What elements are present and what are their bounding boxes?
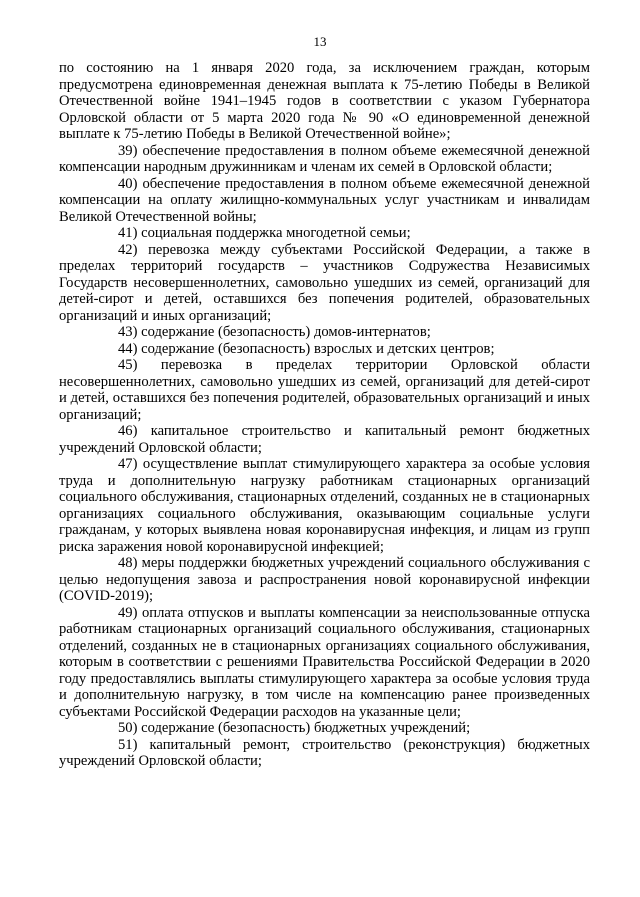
- paragraph-item-40: 40) обеспечение предоставления в полном объеме ежемесячной денежной компенсации на оплату жилищно-коммунальных услуг участникам и инвалидам Великой Отечественной войны;: [59, 175, 590, 225]
- paragraph-item-47: 47) осуществление выплат стимулирующего характера за особые условия труда и дополнительную нагрузку работникам стационарных организаций социального обслуживания, стационарных отделений, созданных не в стационарных организациях социального обслуживания, оказывающим социальные услуги гражданам, у которых выявлена новая коронавирусная инфекция, и лицам из групп риска заражения новой коронавирусной инфекцией;: [59, 456, 590, 555]
- paragraph-item-41: 41) социальная поддержка многодетной семьи;: [118, 225, 411, 241]
- paragraph-item-51: 51) капитальный ремонт, строительство (реконструкция) бюджетных учреждений Орловской области;: [59, 736, 590, 769]
- paragraph-item-49: 49) оплата отпусков и выплаты компенсации за неиспользованные отпуска работникам стационарных организаций социального обслуживания, стационарных отделений, созданных не в стационарных организациях социального обслуживания, которым в соответствии с решениями Правительства Российской Федерации в 2020 году предоставлялись выплаты стимулирующего характера за особые условия труда и дополнительную нагрузку, в том числе на компенсацию ранее произведенных субъектами Российской Федерации расходов на указанные цели;: [59, 604, 590, 720]
- paragraph-item-46: 46) капитальное строительство и капитальный ремонт бюджетных учреждений Орловской области;: [59, 423, 590, 456]
- paragraph-item-39: 39) обеспечение предоставления в полном объеме ежемесячной денежной компенсации народным дружинникам и членам их семей в Орловской области;: [59, 142, 590, 175]
- paragraph-item-45: 45) перевозка в пределах территории Орловской области несовершеннолетних, самовольно ушедших из семей, организаций для детей-сирот и детей, оставшихся без попечения родителей, образовательных организаций и иных организаций;: [59, 357, 590, 423]
- document-body: [59, 60, 590, 770]
- paragraph-item-42: 42) перевозка между субъектами Российской Федерации, а также в пределах территорий государств – участников Содружества Независимых Государств несовершеннолетних, самовольно ушедших из семей, организаций для детей-сирот и детей, оставшихся без попечения родителей, образовательных организаций и иных организаций;: [59, 241, 590, 324]
- paragraph-item-50: 50) содержание (безопасность) бюджетных учреждений;: [118, 720, 471, 736]
- paragraph-item-48: 48) меры поддержки бюджетных учреждений социального обслуживания с целью недопущения завоза и распространения новой коронавирусной инфекции (COVID-2019);: [59, 555, 590, 604]
- page-number: 13: [313, 34, 327, 49]
- paragraph-item-44: 44) содержание (безопасность) взрослых и детских центров;: [118, 340, 495, 357]
- paragraph-continuation: по состоянию на 1 января 2020 года, за исключением граждан, которым предусмотрена единовременная денежная выплата к 75-летию Победы в Великой Отечественной войне 1941–1945 годов в соответствии с указом Губернатора Орловской области от 5 марта 2020 года № 90 «О единовременной денежной выплате к 75-летию Победы в Великой Отечественной войне»;: [59, 60, 590, 142]
- paragraph-item-43: 43) содержание (безопасность) домов-интернатов;: [118, 324, 431, 340]
